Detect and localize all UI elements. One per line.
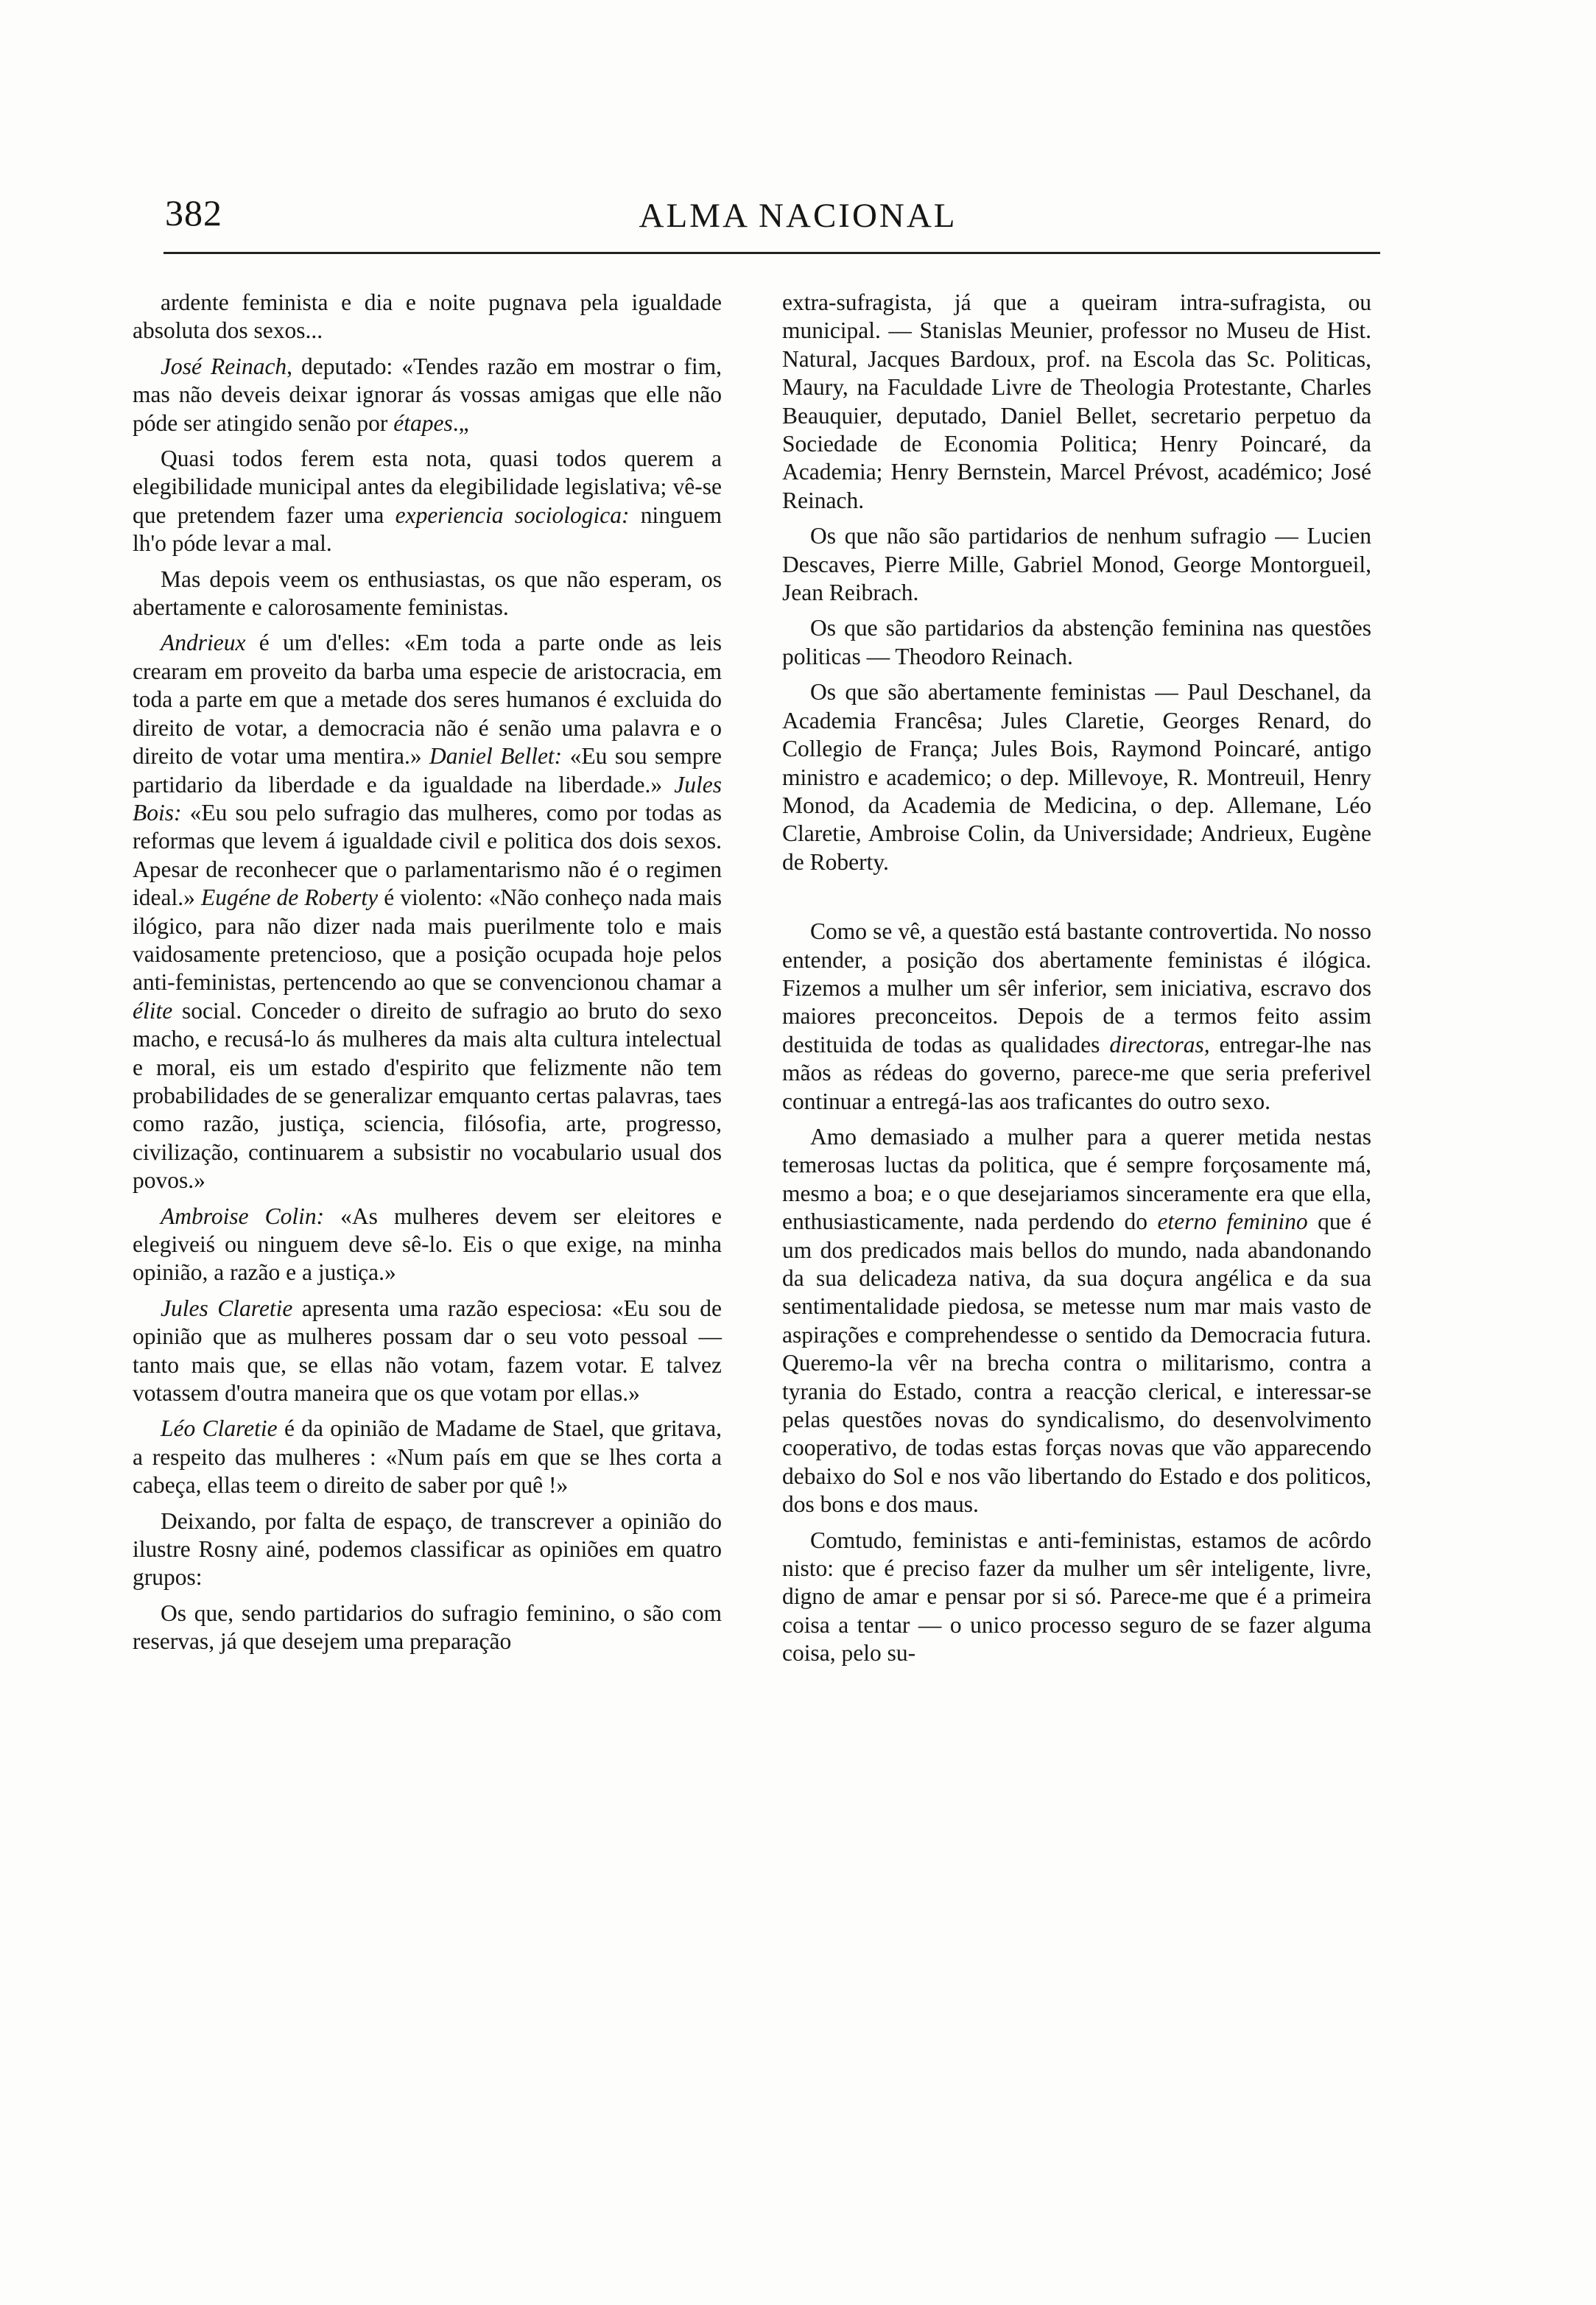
text-span: Amo demasiado a mulher para a querer metida nestas temerosas luctas da politica, que é sempre forçosamente má, mesmo a boa; e o que desejariamos sinceramente era que ella, enthusiasticamente, nada perdendo do	[782, 1123, 1371, 1235]
paragraph	[133, 1600, 722, 1656]
text-span: Como se vê, a questão está bastante controvertida. No nosso entender, a posição dos abertamente feministas é ilógica. Fizemos a mulher um sêr inferior, sem iniciativa, escravo dos maiores preconceitos. Depois de a termos feito assim destituida de todas as qualidades	[782, 918, 1371, 1058]
text-span: , deputado: «Tendes razão em mostrar o fim, mas não deveis deixar ignorar ás vossas amigas que elle não póde ser atingido senão por	[133, 353, 722, 436]
paragraph	[782, 918, 1371, 1116]
italic-text: élite	[133, 997, 173, 1024]
text-span: Os que são abertamente feministas — Paul Deschanel, da Academia Francêsa; Jules Claretie, Georges Renard, do Collegio de França; Jules Bois, Raymond Poincaré, antigo ministro e academico; o dep. Millevoye, R. Montreuil, Henry Monod, da Academia de Medicina, o dep. Allemane, Léo Claretie, Ambroise Colin, da Universidade; Andrieux, Eugène de Roberty.	[782, 679, 1371, 875]
paragraph	[133, 1415, 722, 1499]
italic-text: Ambroise Colin:	[161, 1203, 325, 1229]
text-span: Mas depois veem os enthusiastas, os que não esperam, os abertamente e calorosamente feministas.	[133, 566, 722, 621]
text-span: social. Conceder o direito de sufragio ao bruto do sexo macho, e recusá-lo ás mulheres da mais alta cultura intelectual e moral, eis um estado d'espirito que felizmente não tem probabilidades de se generalizar emquanto certas palavras, taes como razão, justiça, sciencia, filósofia, arte, progresso, civilização, continuarem a subsistir no vocabulario usual dos povos.»	[133, 997, 722, 1194]
text-span: «Eu sou pelo sufragio das mulheres, como por todas as reformas que levem á igualdade civil e politica dos dois sexos. Apesar de reconhecer que o parlamentarismo não é o regimen ideal.»	[133, 799, 722, 911]
paragraph	[782, 522, 1371, 607]
paragraph	[133, 445, 722, 558]
italic-text: Léo Claretie	[161, 1415, 278, 1442]
italic-text: Daniel Bellet:	[429, 743, 563, 770]
paragraph	[782, 289, 1371, 515]
italic-text: Andrieux	[161, 630, 246, 656]
text-span: entregar-lhe nas mãos as rédeas do governo, parece-me que seria preferivel continuar a entregá-las aos traficantes do outro sexo.	[782, 1031, 1371, 1114]
text-span: Quasi todos ferem esta nota, quasi todos querem a elegibilidade municipal antes da elegibilidade legislativa; vê-se que pretendem fazer uma	[133, 446, 722, 528]
paragraph	[133, 1507, 722, 1592]
text-span: «Eu sou sempre partidario da liberdade e da igualdade na liberdade.»	[133, 743, 722, 798]
paragraph	[133, 629, 722, 1194]
text-span: é da opinião de Madame de Stael, que gritava, a respeito das mulheres : «Num país em que se lhes corta a cabeça, ellas teem o direito de saber por quê !»	[133, 1415, 722, 1499]
text-span: Deixando, por falta de espaço, de transcrever a opinião do ilustre Rosny ainé, podemos classificar as opiniões em quatro grupos:	[133, 1507, 722, 1591]
italic-text: experiencia sociologica:	[395, 502, 630, 528]
paragraph	[133, 1295, 722, 1408]
italic-text: eterno feminino	[1157, 1208, 1308, 1235]
text-span: Comtudo, feministas e anti-feministas, estamos de acôrdo nisto: que é preciso fazer da mulher um sêr inteligente, livre, digno de amar e pensar por si só. Parece-me que é a primeira coisa a tentar — o unico processo seguro de se fazer alguma coisa, pelo su-	[782, 1527, 1371, 1667]
paragraph	[782, 614, 1371, 671]
text-span: ardente feminista e dia e noite pugnava pela igualdade absoluta dos sexos...	[133, 289, 722, 344]
text-span: que é um dos predicados mais bellos do mundo, nada abandonando da sua delicadeza nativa, da sua doçura angélica e da sua sentimentalidade piedosa, se metesse num mar mais vasto de aspirações e comprehendesse o sentido da Democracia futura. Queremo-la vêr na brecha contra o militarismo, contra a tyrania do Estado, contra a reacção clerical, e interessar-se pelas questões novas do syndicalismo, do desenvolvimento cooperativo, de todas estas forças novas que vão apparecendo debaixo do Sol e nos vão libertando do Estado e dos politicos, dos bons e dos maus.	[782, 1208, 1371, 1518]
text-span: Os que são partidarios da abstenção feminina nas questões politicas — Theodoro Reinach.	[782, 615, 1371, 669]
text-span: Os que, sendo partidarios do sufragio feminino, o são com reservas, já que desejem uma preparação	[133, 1600, 722, 1655]
italic-text: Jules Claretie	[161, 1295, 293, 1321]
header-rule	[164, 252, 1380, 254]
italic-text: directoras,	[1109, 1031, 1210, 1058]
paragraph	[133, 566, 722, 622]
italic-text: étapes	[393, 409, 453, 436]
page-number: 382	[165, 192, 222, 233]
paragraph	[133, 289, 722, 345]
running-title: ALMA NACIONAL	[639, 197, 957, 235]
text-span: é um d'elles: «Em toda a parte onde as leis crearam em proveito da barba uma especie de aristocracia, em toda a parte em que a metade dos seres humanos é excluida do direito de votar, a democracia não é senão uma palavra e o direito de votar uma mentira.»	[133, 630, 722, 770]
italic-text: José Reinach	[161, 353, 287, 379]
text-span: «As mulheres devem ser eleitores e elegiveiś ou ninguem deve sê-lo. Eis o que exige, na minha opinião, a razão e a justiça.»	[133, 1203, 722, 1286]
text-span: ninguem lh'o póde levar a mal.	[133, 502, 722, 557]
right-column	[782, 289, 1371, 1675]
paragraph	[133, 353, 722, 437]
italic-text: Eugéne de Roberty	[200, 884, 379, 911]
text-span: é violento: «Não conheço nada mais ilógico, para não dizer nada mais puerilmente tolo e mais vaidosamente pretencioso, que a posição ocupada hoje pelos anti-feministas, pertencendo ao que se convencionou chamar a	[133, 884, 722, 996]
text-span: .„	[452, 409, 469, 436]
paragraph	[782, 678, 1371, 876]
text-span: Os que não são partidarios de nenhum sufragio — Lucien Descaves, Pierre Mille, Gabriel Monod, George Montorgueil, Jean Reibrach.	[782, 523, 1371, 606]
left-column	[133, 289, 722, 1664]
text-span: extra-sufragista, já que a queiram intra-sufragista, ou municipal. — Stanislas Meunier, professor no Museu de Hist. Natural, Jacques Bardoux, prof. na Escola das Sc. Politicas, Maury, na Faculdade Livre de Theologia Protestante, Charles Beauquier, deputado, Daniel Bellet, secretario perpetuo da Sociedade de Economia Politica; Henry Poincaré, da Academia; Henry Bernstein, Marcel Prévost, académico; José Reinach.	[782, 289, 1371, 513]
italic-text: Jules Bois:	[133, 771, 722, 826]
text-span: apresenta uma razão especiosa: «Eu sou de opinião que as mulheres possam dar o seu voto pessoal — tanto mais que, se ellas não votam, fazem votar. E talvez votassem d'outra maneira que os que votam por ellas.»	[133, 1295, 722, 1407]
paragraph	[133, 1203, 722, 1287]
paragraph	[782, 1527, 1371, 1668]
paragraph	[782, 1123, 1371, 1519]
